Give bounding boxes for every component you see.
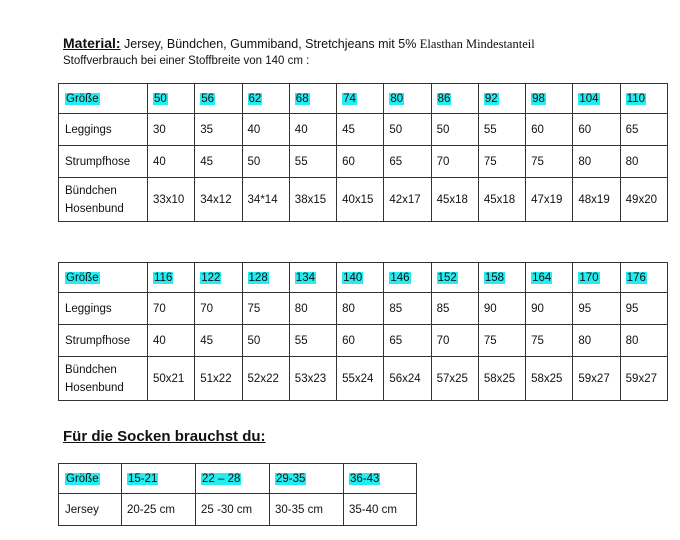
material-items: Jersey, Bündchen, Gummiband, Stretchjeans mit 5% [120, 37, 420, 51]
value-cell: 75 [478, 146, 525, 178]
material-line [63, 34, 535, 53]
size-cell: 116 [148, 263, 195, 293]
value-cell: 85 [384, 293, 431, 325]
value-cell: 80 [620, 325, 667, 357]
table-row-sizes [59, 464, 417, 494]
size-cell: 15-21 [122, 464, 196, 494]
table-row-strumpfhose [59, 146, 668, 178]
value-cell: 34*14 [242, 178, 289, 222]
material-heading: Material: [63, 35, 121, 51]
value-cell: 60 [337, 146, 384, 178]
value-cell: 55x24 [337, 357, 384, 401]
value-cell: 50 [431, 114, 478, 146]
value-cell: 60 [526, 114, 573, 146]
value-cell: 25 -30 cm [196, 494, 270, 526]
size-cell: 176 [620, 263, 667, 293]
value-cell: 90 [526, 293, 573, 325]
size-cell: 98 [526, 84, 573, 114]
value-cell: 90 [478, 293, 525, 325]
size-cell: 152 [431, 263, 478, 293]
fabric-usage-text: Stoffverbrauch bei einer Stoffbreite von 140 cm : [63, 55, 310, 67]
table-row-leggings [59, 293, 668, 325]
value-cell: 51x22 [195, 357, 242, 401]
value-cell: 55 [289, 146, 336, 178]
row-label: Bündchen Hosenbund [59, 357, 148, 401]
size-cell: 158 [478, 263, 525, 293]
value-cell: 47x19 [526, 178, 573, 222]
value-cell: 42x17 [384, 178, 431, 222]
size-cell: 29-35 [270, 464, 344, 494]
value-cell: 53x23 [289, 357, 336, 401]
size-cell: 80 [384, 84, 431, 114]
value-cell: 80 [337, 293, 384, 325]
size-cell: 110 [620, 84, 667, 114]
size-cell: 56 [195, 84, 242, 114]
value-cell: 85 [431, 293, 478, 325]
value-cell: 80 [620, 146, 667, 178]
value-cell: 52x22 [242, 357, 289, 401]
size-label-cell: Größe [59, 464, 122, 494]
value-cell: 59x27 [620, 357, 667, 401]
value-cell: 40 [148, 325, 195, 357]
table-row-cuff [59, 357, 668, 401]
value-cell: 50x21 [148, 357, 195, 401]
value-cell: 75 [242, 293, 289, 325]
size-cell: 86 [431, 84, 478, 114]
size-cell: 146 [384, 263, 431, 293]
row-label: Strumpfhose [59, 325, 148, 357]
table-row-sizes [59, 263, 668, 293]
table-row-cuff [59, 178, 668, 222]
value-cell: 45 [195, 325, 242, 357]
value-cell: 75 [526, 325, 573, 357]
table-row-strumpfhose [59, 325, 668, 357]
value-cell: 50 [384, 114, 431, 146]
size-cell: 164 [526, 263, 573, 293]
value-cell: 35 [195, 114, 242, 146]
socks-table [58, 463, 417, 526]
value-cell: 80 [573, 325, 620, 357]
value-cell: 60 [337, 325, 384, 357]
table-row-sizes [59, 84, 668, 114]
value-cell: 33x10 [148, 178, 195, 222]
value-cell: 95 [620, 293, 667, 325]
value-cell: 20-25 cm [122, 494, 196, 526]
value-cell: 80 [289, 293, 336, 325]
value-cell: 30-35 cm [270, 494, 344, 526]
size-cell: 22 – 28 [196, 464, 270, 494]
value-cell: 70 [148, 293, 195, 325]
value-cell: 40x15 [337, 178, 384, 222]
size-cell: 36-43 [344, 464, 417, 494]
socks-heading: Für die Socken brauchst du: [63, 428, 266, 445]
value-cell: 55 [289, 325, 336, 357]
value-cell: 38x15 [289, 178, 336, 222]
value-cell: 40 [242, 114, 289, 146]
value-cell: 58x25 [478, 357, 525, 401]
table-row-jersey [59, 494, 417, 526]
value-cell: 45 [195, 146, 242, 178]
value-cell: 80 [573, 146, 620, 178]
size-table-small [58, 83, 668, 222]
value-cell: 60 [573, 114, 620, 146]
value-cell: 55 [478, 114, 525, 146]
size-cell: 68 [289, 84, 336, 114]
value-cell: 57x25 [431, 357, 478, 401]
value-cell: 50 [242, 325, 289, 357]
value-cell: 56x24 [384, 357, 431, 401]
value-cell: 65 [384, 146, 431, 178]
value-cell: 30 [148, 114, 195, 146]
value-cell: 59x27 [573, 357, 620, 401]
size-cell: 92 [478, 84, 525, 114]
size-cell: 74 [337, 84, 384, 114]
value-cell: 40 [148, 146, 195, 178]
size-cell: 128 [242, 263, 289, 293]
size-cell: 50 [148, 84, 195, 114]
value-cell: 34x12 [195, 178, 242, 222]
value-cell: 65 [384, 325, 431, 357]
value-cell: 35-40 cm [344, 494, 417, 526]
row-label: Jersey [59, 494, 122, 526]
value-cell: 48x19 [573, 178, 620, 222]
size-cell: 122 [195, 263, 242, 293]
value-cell: 70 [431, 325, 478, 357]
size-cell: 170 [573, 263, 620, 293]
size-cell: 62 [242, 84, 289, 114]
value-cell: 45x18 [478, 178, 525, 222]
table-row-leggings [59, 114, 668, 146]
row-label: Leggings [59, 114, 148, 146]
value-cell: 95 [573, 293, 620, 325]
material-items-serif: Elasthan Mindestanteil [419, 37, 535, 51]
value-cell: 50 [242, 146, 289, 178]
value-cell: 45 [337, 114, 384, 146]
value-cell: 45x18 [431, 178, 478, 222]
size-cell: 134 [289, 263, 336, 293]
value-cell: 58x25 [526, 357, 573, 401]
row-label: Leggings [59, 293, 148, 325]
size-label-cell: Größe [59, 263, 148, 293]
value-cell: 70 [431, 146, 478, 178]
size-cell: 140 [337, 263, 384, 293]
size-table-large [58, 262, 668, 401]
value-cell: 75 [478, 325, 525, 357]
value-cell: 65 [620, 114, 667, 146]
row-label: Strumpfhose [59, 146, 148, 178]
value-cell: 40 [289, 114, 336, 146]
value-cell: 49x20 [620, 178, 667, 222]
size-label-cell: Größe [59, 84, 148, 114]
size-cell: 104 [573, 84, 620, 114]
value-cell: 75 [526, 146, 573, 178]
value-cell: 70 [195, 293, 242, 325]
row-label: Bündchen Hosenbund [59, 178, 148, 222]
